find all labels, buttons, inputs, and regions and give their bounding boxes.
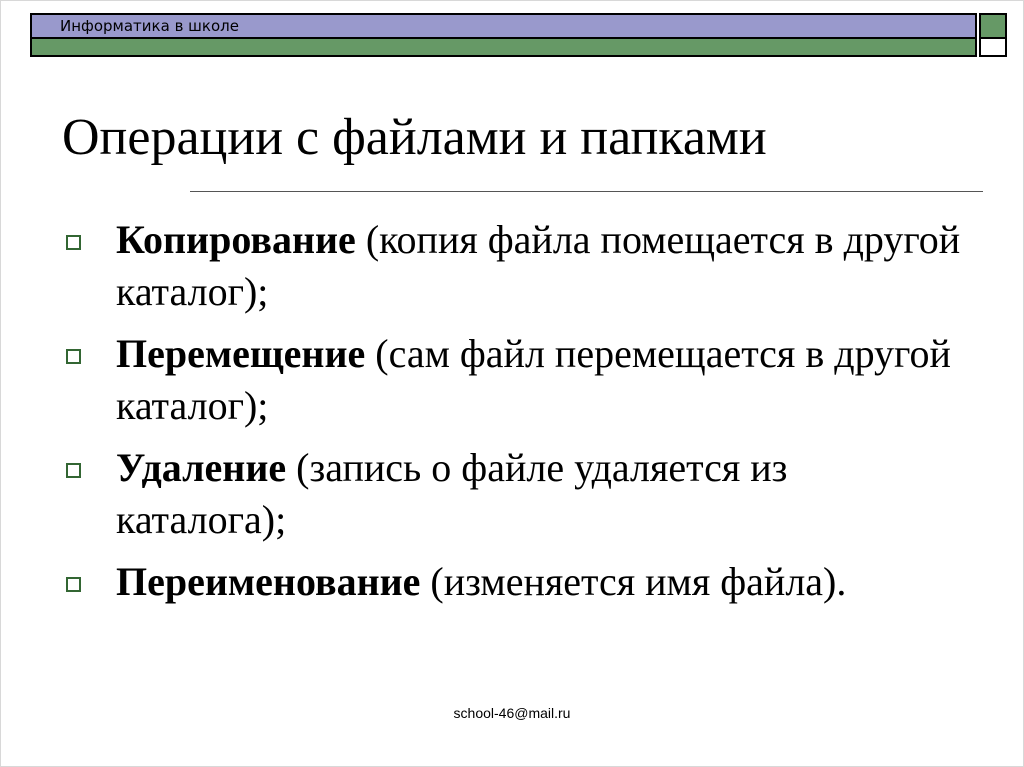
bullet-item (66, 328, 966, 432)
header-corner-block-lower (979, 39, 1007, 57)
bullet-term: Удаление (116, 445, 287, 490)
bullet-item (66, 214, 966, 318)
bullet-description: (изменяется имя файла). (420, 559, 847, 604)
header-accent-bar (30, 39, 977, 57)
bullet-description: (сам файл перемещается в другой каталог); (116, 331, 951, 428)
bullet-description: (запись о файле удаляется из каталога); (116, 445, 788, 542)
bullet-term: Переименование (116, 559, 421, 604)
bullet-term: Перемещение (116, 331, 366, 376)
square-bullet-icon (66, 463, 81, 478)
square-bullet-icon (66, 349, 81, 364)
slide-title: Операции с файлами и папками (62, 109, 767, 166)
footer-email: school-46@mail.ru (453, 705, 571, 721)
bullet-item (66, 556, 966, 608)
square-bullet-icon (66, 577, 81, 592)
header-corner-block (979, 13, 1007, 39)
bullet-description: (копия файла помещается в другой каталог); (116, 217, 961, 314)
bullet-term: Копирование (116, 217, 356, 262)
title-divider (190, 191, 983, 192)
bullet-list (66, 214, 966, 618)
bullet-item (66, 442, 966, 546)
square-bullet-icon (66, 235, 81, 250)
header-bar (30, 13, 977, 39)
header-subject: Информатика в школе (60, 17, 239, 35)
